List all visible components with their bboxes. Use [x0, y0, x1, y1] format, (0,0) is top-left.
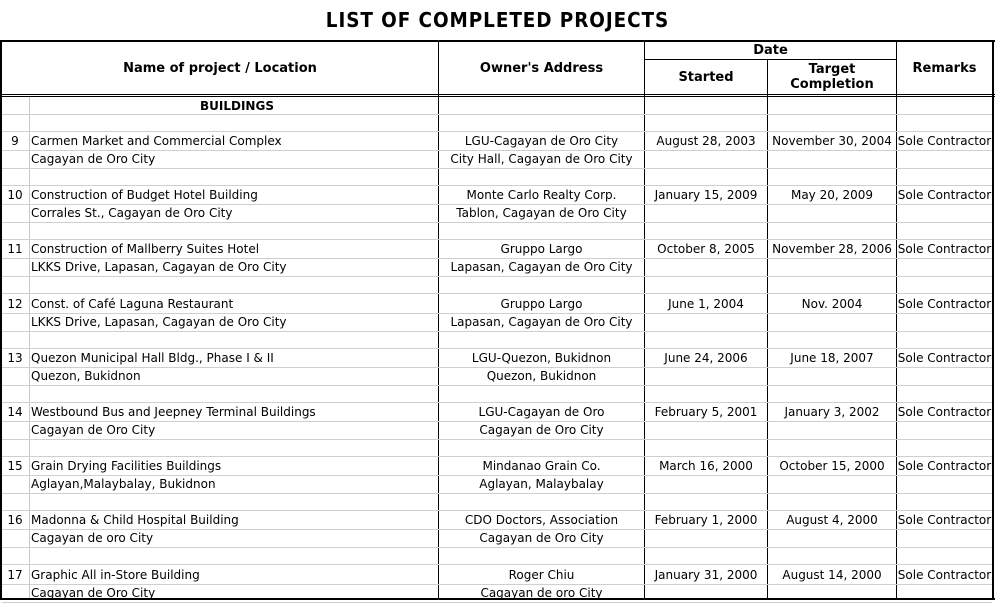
remarks: Sole Contractor [897, 405, 992, 419]
project-name: Westbound Bus and Jeepney Terminal Buildings [31, 405, 316, 419]
remarks: Sole Contractor [897, 513, 992, 527]
date-started: March 16, 2000 [659, 459, 753, 473]
date-started: October 8, 2005 [657, 242, 755, 256]
project-name: Carmen Market and Commercial Complex [31, 134, 282, 148]
row-gridline [2, 385, 992, 386]
row-gridline [2, 204, 992, 205]
header-remarks: Remarks [912, 60, 977, 76]
date-started: January 31, 2000 [654, 568, 758, 582]
project-name: Quezon Municipal Hall Bldg., Phase I & II [31, 351, 274, 365]
row-gridline [2, 293, 992, 294]
remarks: Sole Contractor [897, 459, 992, 473]
header-target-completion: Target Completion [790, 62, 874, 92]
row-number: 12 [7, 297, 23, 311]
target-completion: November 30, 2004 [772, 134, 892, 148]
project-name: Construction of Mallberry Suites Hotel [31, 242, 260, 256]
target-completion: May 20, 2009 [790, 188, 874, 202]
owner-address: Aglayan, Malaybalay [479, 477, 604, 491]
target-completion: Nov. 2004 [801, 297, 863, 311]
section-label-buildings: BUILDINGS [200, 99, 274, 113]
row-number: 10 [7, 188, 23, 202]
project-location: Cagayan de Oro City [31, 586, 156, 600]
remarks: Sole Contractor [897, 351, 992, 365]
target-completion: June 18, 2007 [790, 351, 874, 365]
row-gridline [2, 529, 992, 530]
date-started: January 15, 2009 [654, 188, 758, 202]
owner-name: CDO Doctors, Association [464, 513, 619, 527]
project-location: Corrales St., Cagayan de Oro City [31, 206, 233, 220]
owner-address: Cagayan de oro City [480, 586, 603, 600]
row-number: 9 [11, 134, 19, 148]
row-number: 15 [7, 459, 23, 473]
header-name-location: Name of project / Location [123, 60, 317, 76]
row-gridline [2, 439, 992, 440]
project-location: LKKS Drive, Lapasan, Cagayan de Oro City [31, 315, 287, 329]
header-owner-address: Owner's Address [479, 60, 604, 76]
owner-address: Cagayan de Oro City [479, 531, 604, 545]
row-gridline [2, 367, 992, 368]
remarks: Sole Contractor [897, 188, 992, 202]
header-started: Started [678, 69, 734, 85]
row-gridline [2, 564, 992, 565]
row-gridline [2, 331, 992, 332]
row-number: 11 [7, 242, 23, 256]
project-location: LKKS Drive, Lapasan, Cagayan de Oro City [31, 260, 287, 274]
project-name: Madonna & Child Hospital Building [31, 513, 239, 527]
row-gridline [2, 421, 992, 422]
row-number: 17 [7, 568, 23, 582]
remarks: Sole Contractor [897, 134, 992, 148]
row-gridline [2, 313, 992, 314]
row-gridline [2, 493, 992, 494]
project-name: Const. of Café Laguna Restaurant [31, 297, 234, 311]
target-completion: November 28, 2006 [772, 242, 892, 256]
project-location: Cagayan de Oro City [31, 423, 156, 437]
project-name: Grain Drying Facilities Buildings [31, 459, 222, 473]
owner-address: Lapasan, Cagayan de Oro City [450, 260, 633, 274]
right-border [992, 40, 994, 600]
row-number: 16 [7, 513, 23, 527]
row-gridline [2, 475, 992, 476]
date-started: August 28, 2003 [656, 134, 756, 148]
header-bottom-border-double [0, 96, 995, 97]
project-location: Cagayan de oro City [31, 531, 154, 545]
project-location: Quezon, Bukidnon [31, 369, 141, 383]
project-name: Graphic All in-Store Building [31, 568, 200, 582]
target-completion: August 4, 2000 [786, 513, 878, 527]
remarks: Sole Contractor [897, 242, 992, 256]
row-gridline [2, 222, 992, 223]
row-gridline [2, 276, 992, 277]
header-bottom-border [0, 94, 995, 95]
owner-address: Cagayan de Oro City [479, 423, 604, 437]
owner-address: City Hall, Cagayan de Oro City [450, 152, 633, 166]
remarks: Sole Contractor [897, 568, 992, 582]
owner-name: LGU-Cagayan de Oro [478, 405, 605, 419]
target-completion: August 14, 2000 [782, 568, 882, 582]
header-date: Date [753, 43, 788, 58]
owner-address: Tablon, Cagayan de Oro City [456, 206, 627, 220]
target-completion: January 3, 2002 [784, 405, 880, 419]
row-gridline [2, 150, 992, 151]
remarks: Sole Contractor [897, 297, 992, 311]
owner-address: Lapasan, Cagayan de Oro City [450, 315, 633, 329]
owner-name: Gruppo Largo [500, 242, 583, 256]
row-gridline [2, 258, 992, 259]
date-started: June 24, 2006 [664, 351, 748, 365]
target-completion: October 15, 2000 [779, 459, 885, 473]
row-number: 13 [7, 351, 23, 365]
owner-address: Quezon, Bukidnon [486, 369, 597, 383]
project-name: Construction of Budget Hotel Building [31, 188, 258, 202]
date-started: February 1, 2000 [654, 513, 758, 527]
project-location: Cagayan de Oro City [31, 152, 156, 166]
project-location: Aglayan,Malaybalay, Bukidnon [31, 477, 216, 491]
date-started: June 1, 2004 [668, 297, 744, 311]
row-gridline [2, 584, 992, 585]
row-gridline [2, 547, 992, 548]
row-gridline [2, 168, 992, 169]
owner-name: Gruppo Largo [500, 297, 583, 311]
owner-name: LGU-Quezon, Bukidnon [471, 351, 612, 365]
row-gridline [2, 114, 992, 115]
owner-name: Roger Chiu [508, 568, 575, 582]
page-title: LIST OF COMPLETED PROJECTS [325, 8, 670, 32]
row-number: 14 [7, 405, 23, 419]
date-started: February 5, 2001 [654, 405, 758, 419]
owner-name: Mindanao Grain Co. [482, 459, 601, 473]
owner-name: LGU-Cagayan de Oro City [464, 134, 619, 148]
owner-name: Monte Carlo Realty Corp. [466, 188, 617, 202]
